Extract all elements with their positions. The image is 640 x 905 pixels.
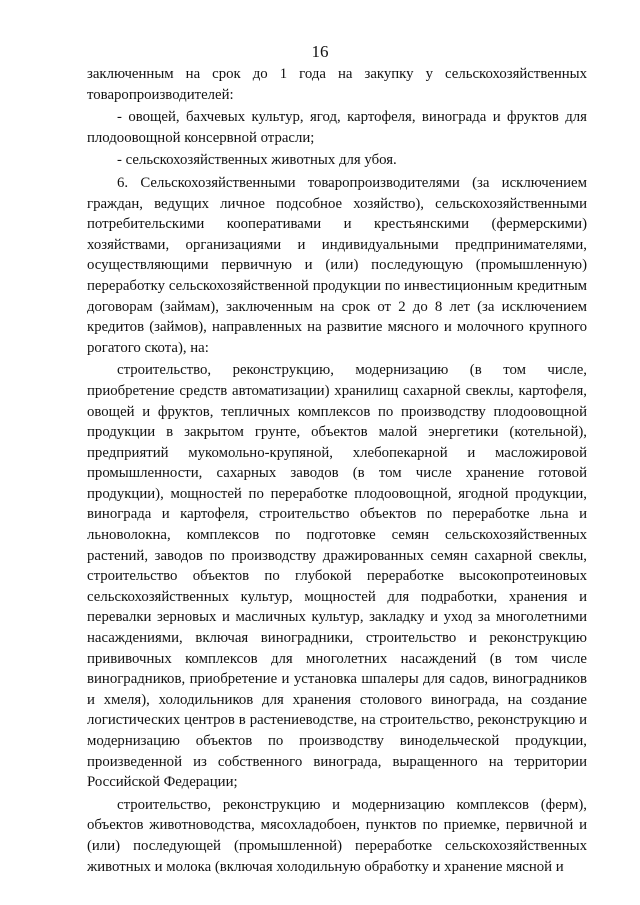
paragraph-item-6: 6. Сельскохозяйственными товаропроизводителями (за исключением граждан, ведущих личное подсобное хозяйство), сельскохозяйственными потребительскими кооперативами и крестьянскими (фермерскими) хозяйствами, организациями и индивидуальными предпринимателями, осуществляющими первичную и (или) последующую (промышленную) переработку сельскохозяйственной продукции по инвестиционным кредитным договорам (займам), заключенным на срок от 2 до 8 лет (за исключением кредитов (займов), направленных на развитие мясного и молочного крупного рогатого скота), на: [87, 174, 587, 356]
paragraph-construction-crops: строительство, реконструкцию, модернизацию (в том числе, приобретение средств автоматизации) хранилищ сахарной свеклы, картофеля, овощей и фруктов, тепличных комплексов по производству плодоовощной продукции в закрытом грунте, объектов малой энергетики (котельной), предприятий мукомольно-крупяной, хлебопекарной и масложировой промышленности, сахарных заводов (в том числе хранение готовой продукции), мощностей по переработке плодоовощной, ягодной продукции, винограда и картофеля, строительство объектов по переработке льна и льноволокна, комплексов по подготовке семян сельскохозяйственных растений, заводов по производству дражированных семян сахарной свеклы, строительство объектов по глубокой переработке высокопротеиновых сельскохозяйственных культур, мощностей для подработки, хранения и перевалки зерновых и масличных культур, закладку и уход за многолетними насаждениями, включая виноградники, строительство и реконструкцию прививочных комплексов для многолетних насаждений (в том числе виноградников, приобретение и установка шпалеры для садов, виноградников и хмеля), холодильников для хранения столового винограда, на создание логистических центров в растениеводстве, на строительство, реконструкцию и модернизацию объектов по производству винодельческой продукции, произведенной из собственного винограда, выращенного на территории Российской Федерации; [87, 362, 587, 791]
paragraph-list-item-livestock: - сельскохозяйственных животных для убоя. [117, 152, 397, 169]
paragraph-construction-livestock: строительство, реконструкцию и модернизацию комплексов (ферм), объектов животноводства, мясохладобоен, пунктов по приемке, первичной и (или) последующей (промышленной) переработке сельскохозяйственных животных и молока (включая холодильную обработку и хранение мясной и [87, 796, 587, 875]
paragraph-list-item-vegetables: - овощей, бахчевых культур, ягод, картофеля, винограда и фруктов для плодоовощной консервной отрасли; [87, 109, 587, 146]
page-number: 16 [311, 42, 329, 61]
paragraph-continuation: заключенным на срок до 1 года на закупку у сельскохозяйственных товаропроизводителей: [87, 66, 587, 103]
document-body [87, 64, 587, 877]
